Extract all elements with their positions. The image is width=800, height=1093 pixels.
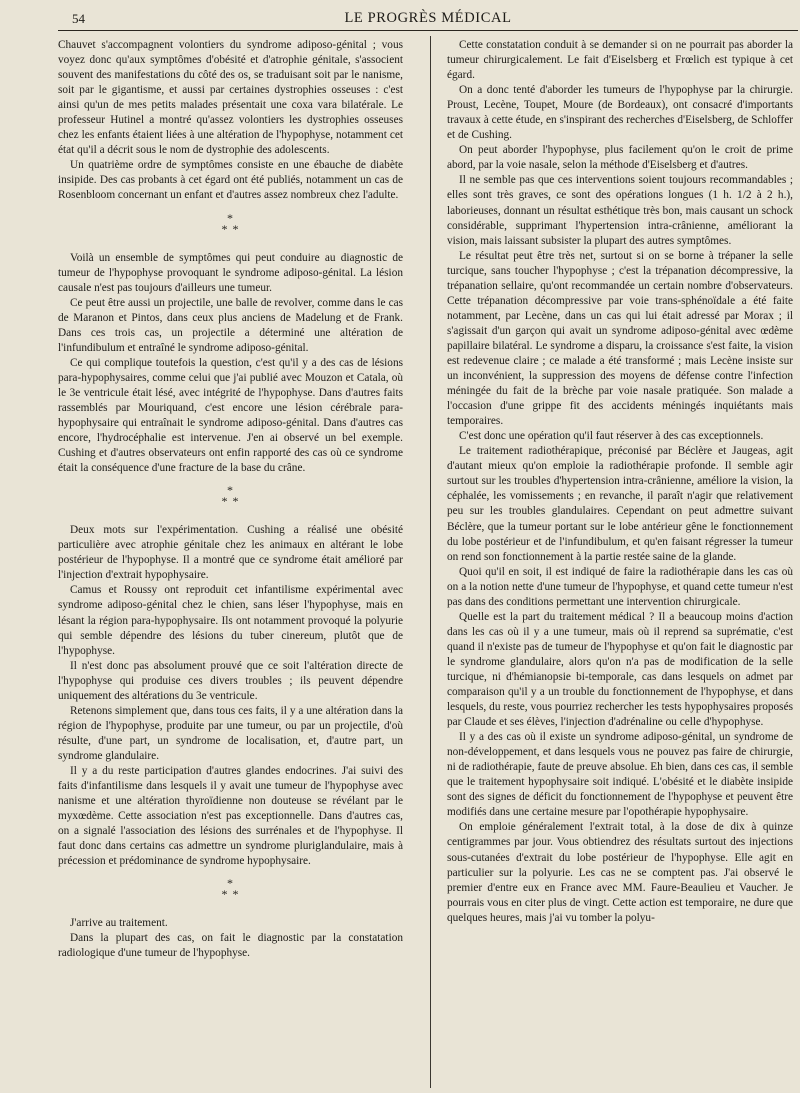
paragraph: Deux mots sur l'expérimentation. Cushing a réalisé une obésité particulière avec atrophie génitale chez les animaux en altérant le lobe postérieur de l'hypophyse. Il a montré que ce syndrome était amélioré par l'injection d'extrait hypophysaire. — [58, 524, 403, 582]
section-separator: * * * — [221, 876, 240, 902]
paragraph: Camus et Roussy ont reproduit cet infantilisme expérimental avec syndrome adiposo-génital chez le chien, sans léser l'hypophyse, mais en lésant la région para-hypophysaire. Ils ont notamment provoqué la polyurie qui semble dépendre des lésions du tuber cinereum, plutôt que de l'hypophyse. — [58, 584, 403, 657]
paragraph: Il n'est donc pas absolument prouvé que ce soit l'altération directe de l'hypophyse qui produise ces divers troubles ; ils peuvent dépendre uniquement des altérations du 3e ventricule. — [58, 659, 403, 702]
paragraph: Un quatrième ordre de symptômes consiste en une ébauche de diabète insipide. Des cas probants à cet égard ont été publiés, notamment un cas de Rosenbloom concernant un enfant et d'autres assez nombreux chez l'adulte. — [58, 159, 403, 202]
left-column — [58, 38, 403, 961]
paragraph: Ce peut être aussi un projectile, une balle de revolver, comme dans le cas de Maranon et Pintos, dans ceux plus anciens de Madelung et de Frank. Dans ces trois cas, un projectile a déterminé une altération de l'infundibulum et entraîné le syndrome adiposo-génital. — [58, 296, 403, 354]
running-title: LE PROGRÈS MÉDICAL — [344, 10, 512, 26]
paragraph: On peut aborder l'hypophyse, plus facilement qu'on le croit de prime abord, par la voie nasale, selon la méthode d'Eiselsberg et d'autres. — [447, 144, 793, 172]
paragraph: Il ne semble pas que ces interventions soient toujours recommandables ; elles sont très graves, ce sont des opérations longues (1 h. 1/2 à 2 h.), laborieuses, donnant un résultat esthétique très bon, mais causant un schock considérable, supprimant l'hypertension intra-crânienne, améliorant la vision, mais laissant subsister la plupart des autres symptômes. — [447, 174, 793, 247]
right-column — [447, 38, 793, 926]
paragraph: Ce qui complique toutefois la question, c'est qu'il y a des cas de lésions para-hypophysaires, comme celui que j'ai publié avec Mouzon et Catala, où le 3e ventricule était lésé, avec intégrité de l'hypophyse. Dans d'autres faits rassemblés par Mouriquand, c'est encore une lésion cérébrale para-hypophysaire qui entraînait le syndrome adiposo-génital. Dans d'autres cas encore, l'hydrocéphalie est intervenue. J'en ai observé un bel exemple. Cushing et d'autres observateurs ont enfin rapporté des cas où ce syndrome était la conséquence d'une fracture de la base du crâne. — [58, 356, 403, 475]
paragraph: J'arrive au traitement. — [70, 917, 168, 930]
paragraph: Quoi qu'il en soit, il est indiqué de faire la radiothérapie dans les cas où on a la notion nette d'une tumeur de l'hypophyse, et quand cette tumeur n'est pas dans des conditions permettant une intervention chirurgicale. — [447, 565, 793, 608]
paragraph: On emploie généralement l'extrait total, à la dose de dix à quinze centigrammes par jour. Vous obtiendrez des résultats surtout des injections sous-cutanées d'extrait du lobe postérieur de l'hypophyse. Elle agit en particulier sur la polyurie. Les cas ne se comptent pas. J'ai observé le premier d'entre eux en France avec MM. Faure-Beaulieu et Vaucher. Je pourrais vous en citer plus de vingt. Cette action est temporaire, ne dure que quelques heures, mais j'ai vu tomber la polyu- — [447, 821, 793, 924]
paragraph: Il y a du reste participation d'autres glandes endocrines. J'ai suivi des faits d'infantilisme dans lesquels il y avait une tumeur de l'hypophyse avec nanisme et une altération thyroïdienne non douteuse se révélant par le myxœdème. Cette association n'est pas exceptionnelle. Dans d'autres cas, on a signalé l'association des lésions des surrénales et de l'hypophyse. Il faut donc dans certains cas admettre un syndrome pluriglandulaire, mais à précession et prédominance de syndrome hypophysaire. — [58, 764, 403, 868]
paragraph: Cette constatation conduit à se demander si on ne pourrait pas aborder la tumeur chirurgicalement. Le fait d'Eiselsberg et Frœlich est typique à cet égard. — [447, 39, 793, 82]
section-separator: * * * — [221, 210, 240, 236]
column-divider — [430, 36, 431, 1088]
paragraph: Retenons simplement que, dans tous ces faits, il y a une altération dans la région de l'hypophyse, produite par une tumeur, ou par un projectile, d'où résulte, d'une part, un syndrome de localisation, et, d'autre part, un syndrome glandulaire. — [58, 704, 403, 762]
paragraph: Il y a des cas où il existe un syndrome adiposo-génital, un syndrome de non-développement, et dans lesquels vous ne pouvez pas faire de chirurgie, ni de radiothérapie, faute de preuve absolue. Eh bien, dans ces cas, il semble que le traitement hypophysaire soit indiqué. L'obésité et le diabète insipide sont des signes de déficit du fonctionnement de l'hypophyse et peuvent être modifiés dans une certaine mesure par l'opothérapie hypophysaire. — [447, 731, 793, 819]
paragraph: Quelle est la part du traitement médical ? Il a beaucoup moins d'action dans les cas où il y a une tumeur, mais où il reprend sa suprématie, c'est quand il n'existe pas de tumeur de l'hypophyse et qu'on fait le diagnostic par le syndrome glandulaire, alors qu'on n'a pas de modification de la selle turcique, ni d'hémianopsie bi-temporale, cas dans lesquels on admet par comparaison qu'il y a un trouble du fonctionnement de l'hypophyse, et dans lesquels, du reste, vous pourriez rechercher les tests hypophysaires proposés par Claude et ses élèves, l'injection d'adrénaline ou celle d'hypophyse. — [447, 610, 793, 729]
paragraph: Le traitement radiothérapique, préconisé par Béclère et Jaugeas, agit d'autant mieux qu'on emploie la radiothérapie profonde. Il semble agir surtout sur les troubles d'hypertension intra-crânienne, améliore la vision, la céphalée, les vomissements ; en revanche, il paraît n'agir que relativement peu sur les troubles glandulaires. Cependant on peut admettre suivant Béclère, que la tumeur portant sur le lobe antérieur gêne le fonctionnement du lobe postérieur et de l'infundibulum, et qu'en faisant régresser la tumeur on rend son fonctionnement à la partie restée saine de la glande. — [447, 445, 793, 563]
section-separator: * * * — [221, 483, 240, 509]
paragraph: Chauvet s'accompagnent volontiers du syndrome adiposo-génital ; vous voyez donc qu'aux symptômes d'obésité et d'atrophie génitale, s'associent souvent des manifestations du côté des os, se traduisant soit par le nanisme, soit par le gigantisme, et aussi par certaines dystrophies osseuses : c'est ainsi qu'un de mes petits malades présentait une coxa vara bilatérale. Le professeur Hutinel a montré qu'assez volontiers les dystrophies osseuses chez les enfants étaient liées à une altération de l'hypophyse, notamment cet état qu'il a décrit sous le nom de dystrophie des adolescents. — [58, 39, 403, 157]
page-number: 54 — [72, 11, 85, 26]
paragraph: C'est donc une opération qu'il faut réserver à des cas exceptionnels. — [459, 430, 764, 443]
page-header — [58, 4, 798, 30]
paragraph: On a donc tenté d'aborder les tumeurs de l'hypophyse par la chirurgie. Proust, Lecène, Toupet, Moure (de Bordeaux), ont consacré d'importants travaux à cette étude, en s'inspirant des recherches d'Eiselsberg, de Schloffer et de Cushing. — [447, 84, 793, 142]
paragraph: Dans la plupart des cas, on fait le diagnostic par la constatation radiologique d'une tumeur de l'hypophyse. — [58, 932, 403, 960]
paragraph: Voilà un ensemble de symptômes qui peut conduire au diagnostic de tumeur de l'hypophyse provoquant le syndrome adiposo-génital. La lésion causale n'est pas toujours d'ailleurs une tumeur. — [58, 251, 403, 294]
paragraph: Le résultat peut être très net, surtout si on se borne à trépaner la selle turcique, sans toucher l'hypophyse ; c'est la trépanation décompressive, la trépanation sellaire, qu'ont recommandée un certain nombre d'observateurs. Cette trépanation décompressive par voie trans-sphénoïdale a été faite notamment, par Lecène, dans un cas qui lui était adressé par Morax ; il s'agissait d'un garçon qui avait un syndrome adiposo-génital avec œdème papillaire bilatéral. Le syndrome a disparu, la croissance s'est faite, la vision est redevenue claire ; ce malade a été transformé ; mais Lecène insiste sur un inconvénient, la suppression des moyens de défense contre l'infection méningée du fait de la brèche par voie nasale pratiquée. Son malade a l'occasion d'une grippe fit des accidents méningés inquiétants mais temporaires. — [447, 249, 793, 428]
header-rule — [58, 30, 798, 31]
